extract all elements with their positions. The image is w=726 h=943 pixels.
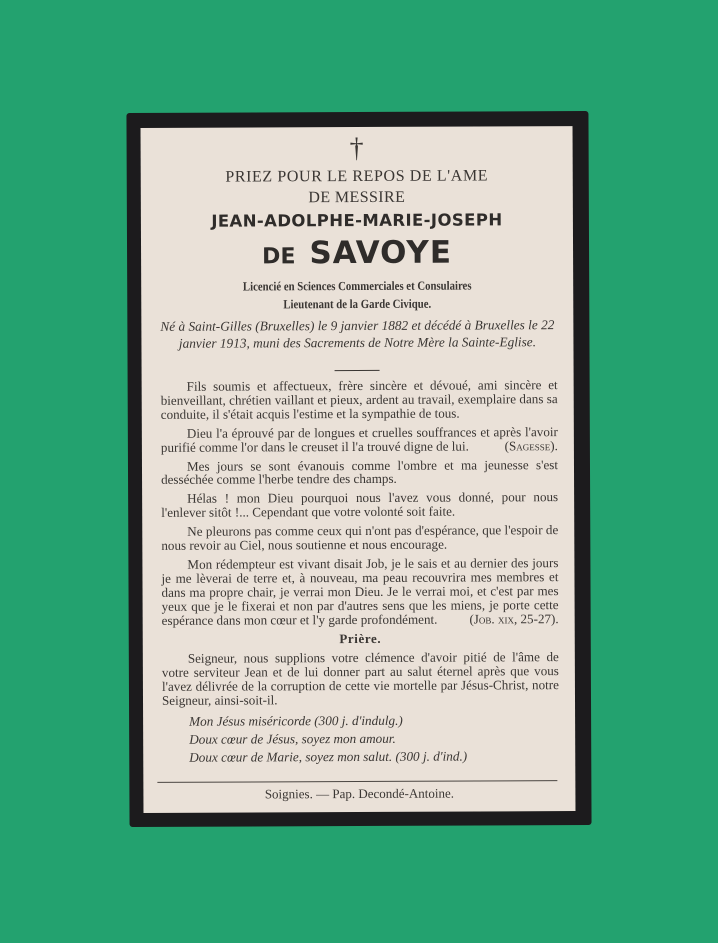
surname: SAVOYE — [309, 234, 453, 272]
footer-divider — [157, 780, 557, 783]
title-line-1: Licencié en Sciences Commerciales et Consulaires — [242, 278, 472, 294]
short-divider — [335, 370, 380, 371]
paragraph: Fils soumis et affectueux, frère sincère et dévoué, ami sincère et bienveillant, chrétien vaillant et pieux, ardent au travail, exemplaire dans sa conduite, il s'était acquis l'estime et la sympathie de tous. — [160, 377, 558, 422]
birth-death-text: Né à Saint-Gilles (Bruxelles) le 9 janvier 1882 et décédé à Bruxelles le 22 janvier 1913, muni des Sacrements de Notre Mère la Sainte-Eglise. — [160, 317, 555, 351]
given-names: JEAN-ADOLPHE-MARIE-JOSEPH — [211, 210, 503, 231]
paragraph: Mon rédempteur est vivant disait Job, je le sais et au dernier des jours je me lèverai de terre et, à nouveau, ma peau recouvrira mes membres et dans ma propre chair, je verrai mon Dieu. Je le verrai moi, et c'est par mes yeux que je le fixerai et non par d'autres sens que les miens, je porte cette espérance dans mon cœur et l'y garde profondément. (Job. xix, 25-27). — [161, 555, 559, 628]
prayer-heading: Prière. — [339, 630, 382, 646]
card-paper — [141, 126, 576, 813]
cross-icon: † — [349, 132, 364, 165]
invocation: Mon Jésus miséricorde (300 j. d'indulg.) — [189, 712, 403, 729]
paragraph: Hélas ! mon Dieu pourquoi nous l'avez vous donné, pour nous l'enlever sitôt !... Cependant que votre volonté soit faite. — [161, 489, 559, 521]
paragraph: Dieu l'a éprouvé par de longues et cruelles souffrances et après l'avoir purifié comme l'or dans le creuset il l'a trouvé digne de lui. (Sagesse). — [160, 423, 558, 455]
paragraph-source: (Sagesse). — [504, 437, 558, 453]
paragraph: Ne pleurons pas comme ceux qui n'ont pas d'espérance, que l'espoir de nous revoir au Ciel, nous soutienne et nous encourage. — [161, 522, 559, 553]
header-line-2: DE MESSIRE — [308, 188, 406, 207]
card-body — [161, 378, 560, 767]
title-line-2: Lieutenant de la Garde Civique. — [283, 296, 432, 312]
invocation: Doux cœur de Marie, soyez mon salut. (300 j. d'ind.) — [189, 748, 468, 765]
header-line-1: PRIEZ POUR LE REPOS DE L'AME — [225, 167, 489, 186]
invocation: Doux cœur de Jésus, soyez mon amour. — [189, 730, 396, 747]
paragraph: Mes jours se sont évanouis comme l'ombre et ma jeunesse s'est desséchée comme l'herbe tendre des champs. — [161, 456, 559, 488]
paragraph-source: (Job. xix, 25-27). — [469, 610, 559, 627]
memorial-card — [126, 111, 591, 827]
printer-credit: Soignies. — Pap. Decondé-Antoine. — [264, 785, 455, 802]
surname-prefix: DE — [262, 244, 296, 270]
surname-block — [141, 234, 573, 272]
prayer-text: Seigneur, nous supplions votre clémence d'avoir pitié de l'âme de votre serviteur Jean et de lui donner part au salut éternel après que vous l'avez délivrée de la corruption de cette vie mortelle par Jésus-Christ, notre Seigneur, ainsi-soit-il. — [161, 649, 559, 708]
